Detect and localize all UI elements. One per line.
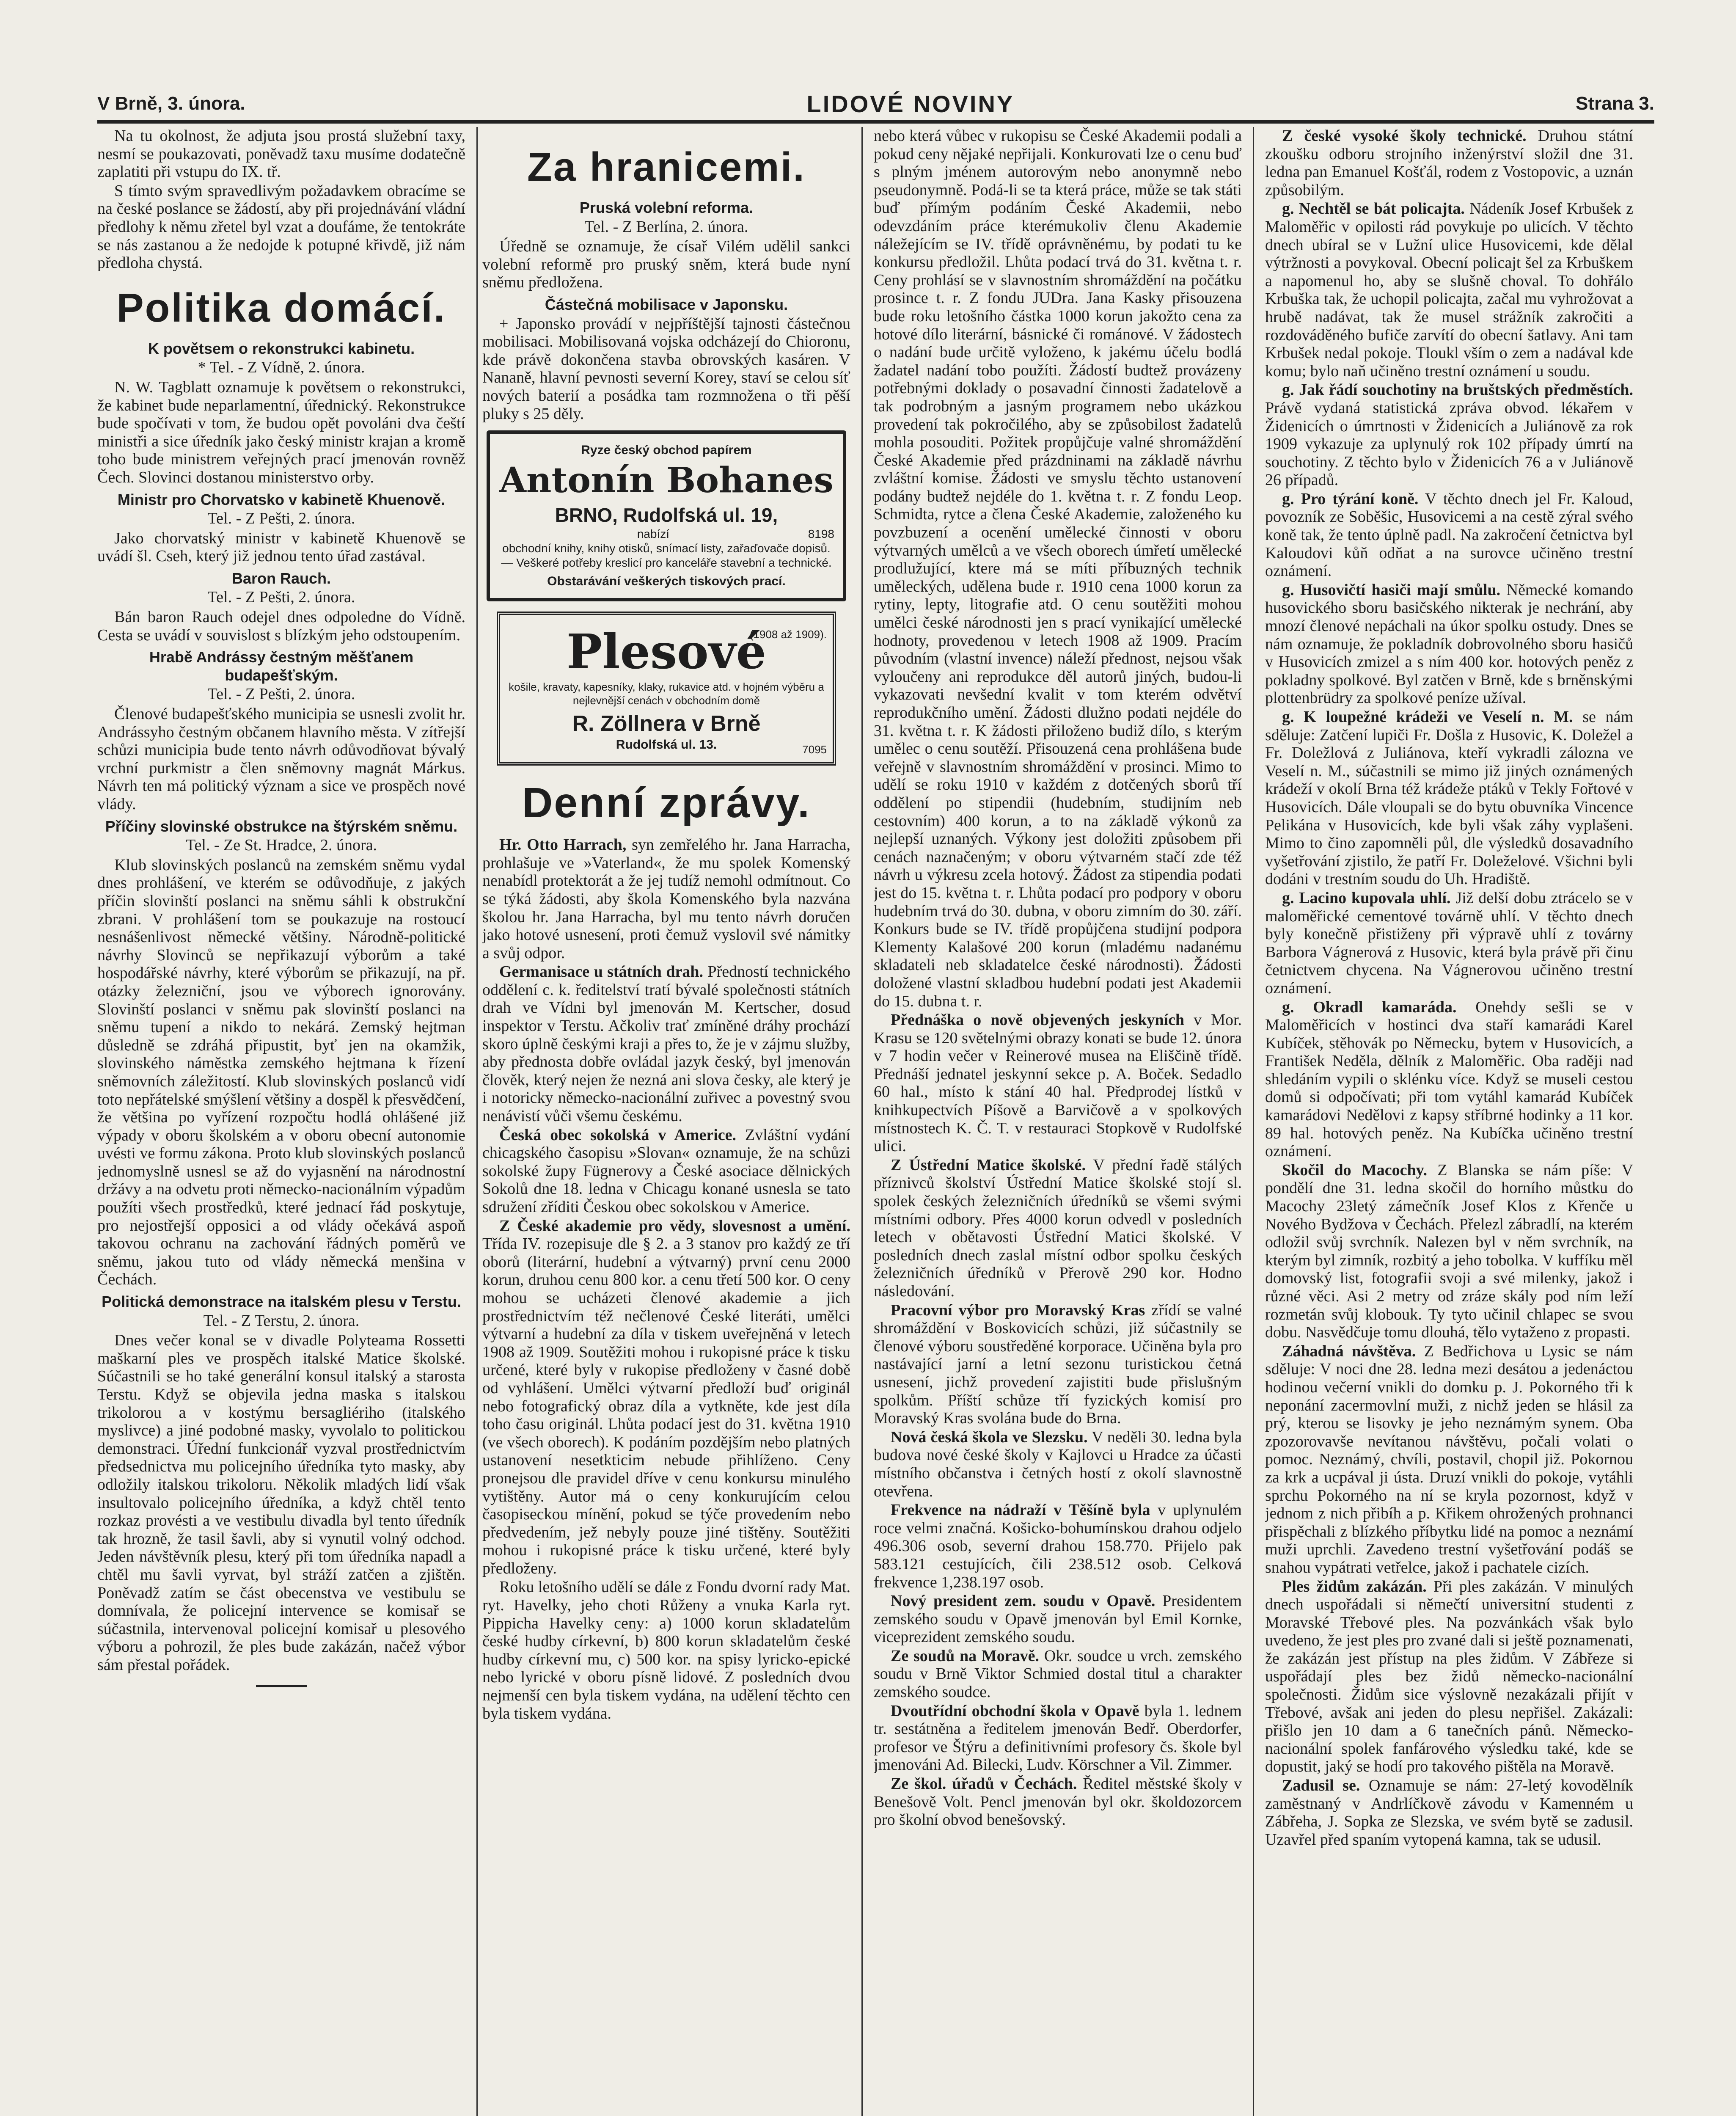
article-paragraph: [1265, 581, 1633, 707]
column-4: [1265, 127, 1633, 2116]
article-text: Zvláštní vydání chicagského časopisu »Slovan« oznamuje, že na schůzi sokolské župy Fügnerovy a České asociace dělnických Sokolů dne 18. ledna v Chicagu konané usnesla se tato sdružení zříditi Českou obec sokolskou v Americe.: [482, 1126, 850, 1216]
article-headline: Částečná mobilisace v Japonsku.: [545, 295, 788, 313]
article-text: byla 1. lednem tr. sestátněna a ředitelem jmenován Bedř. Oberdorfer, profesor ve Štýru a definitivními profesory čs. škole byl jmenováni Ad. Bilecki, Ludv. Körschner a Vil. Zimmer.: [874, 1702, 1242, 1774]
article-text: Oznamuje se nám: 27-letý kovodělník zaměstnaný v Andrlíčkově závodu v Kamenném u Zábřeha, J. Sopka ze Slezska, ve svém bytě se zadusil. Uzavřel před spaním vytopená kamna, tak se udusil.: [1265, 1777, 1633, 1849]
article-paragraph: [1265, 1578, 1633, 1776]
ad-company-name: Antonín Bohanes: [499, 460, 834, 501]
article-paragraph: S tímto svým spravedlivým požadavkem obracíme se na české poslance se žádostí, aby při projednávání vládní předlohy k němu zřetel byl vzat a doufáme, že tentokráte se nás zastanou a že nedojde k potupné křivdě, již nám předloha chystá.: [97, 182, 465, 272]
place-date: V Brně, 3. února.: [97, 93, 245, 114]
dateline: Tel. - Z Terstu, 2. února.: [203, 1311, 360, 1330]
article-lead: Zadusil se.: [1282, 1777, 1360, 1795]
paper-name: LIDOVÉ NOVINY: [806, 90, 1015, 117]
article-text: V neděli 30. ledna byla budova nové české školy v Kajlovci u Hradce za účasti místního občanstva i četných hostí z okolí slavnostně otevřena.: [874, 1428, 1242, 1500]
ad-company-name: R. Zöllnera v Brně: [572, 711, 761, 736]
article-lead: Nová česká škola ve Slezsku.: [891, 1428, 1088, 1446]
ad-tagline: Ryze český obchod papírem: [581, 443, 752, 457]
article-paragraph: [874, 1011, 1242, 1155]
article-paragraph: [874, 1301, 1242, 1427]
article-paragraph: Roku letošního udělí se dále z Fondu dvorní rady Mat. ryt. Havelky, jeho choti Růženy a vnuka Karla ryt. Pippicha Havelky ceny: a) 1000 korun skladatelům české hudby církevní, b) 800 korun skladatelům české hudby církevní mu, c) 500 kor. na spisy lyricko-epické nebo lyrické v oboru písně lidové. Z posledních dvou nejmenší cen byla tiskem vydána, na udělení těchto cen byla tiskem vydána.: [482, 1578, 850, 1722]
article-lead: Ples židům zakázán.: [1282, 1577, 1427, 1595]
article-text: v uplynulém roce velmi značná. Košicko-bohumínskou drahou odjelo 496.306 osob, severní drahou 158.770. Přijelo pak 583.121 cestujících, čili 238.512 osob. Celková frekvence 1,238.197 osob.: [874, 1501, 1242, 1591]
article-paragraph: [1265, 200, 1633, 380]
section-title: Denní zprávy.: [522, 779, 811, 827]
article-lead: Z České akademie pro vědy, slovesnost a umění.: [499, 1217, 850, 1235]
article-lead: Dvoutřídní obchodní škola v Opavě: [891, 1702, 1139, 1720]
article-text: Při ples zakázán. V minulých dnech uspořádali si němečtí universitní studenti z Moravské Třebové ples. Na pozvánkách však bylo uvedeno, že jest ples pro zvané dali si ještě poznamenati, že zakázán jest přístup na ples židům. V Zábřeze si uspořádají ples bez židů německo-nacionální společnosti. Židům sice výslovně nezakázali přijít v Třebové, avšak ani jeden do plesu nepřišel. Zakázali: přišlo jen 10 dam a 6 tanečních pánů. Německo-nacionální spolek fanfárového výsledku také, kde se dopustit, jaký se hodí pro takového pištěla na Moravě.: [1265, 1577, 1633, 1776]
article-paragraph: [874, 1775, 1242, 1829]
article-paragraph: Na tu okolnost, že adjuta jsou prostá služební taxy, nesmí se poukazovati, poněvadž taxu musíme dodatečně zaplatiti při vstupu do IX. tř.: [97, 127, 465, 181]
article-headline: Hrabě Andrássy čestným měšťanem budapešťským.: [149, 648, 414, 684]
article-paragraph: [874, 1501, 1242, 1591]
article-lead: Nový president zem. soudu v Opavě.: [891, 1592, 1155, 1610]
article-lead: g. Jak řádí souchotiny na bruštských předměstích.: [1282, 381, 1633, 399]
article-paragraph: [482, 963, 850, 1125]
column-2: [482, 127, 863, 2116]
article-lead: Ze soudů na Moravě.: [891, 1647, 1040, 1665]
article-paragraph: [1265, 490, 1633, 580]
article-paragraph: [1265, 1777, 1633, 1849]
article-lead: Germanisace u státních drah.: [499, 963, 703, 981]
article-paragraph: nebo která vůbec v rukopisu se České Akademii podali a pokud ceny nějaké nepřijali. Konkurovati lze o cenu buď s plným jménem autorovým nebo anonymně nebo pseudonymně. Podá-li se ta která práce, může se tak státi buď přímým podáním České Akademii, nebo odevzdáním práce kterémukoliv členu Akademie náležejícím se IV. třídě oprávněnému, by podati tu ke konkursu předložil. Lhůta podací trvá do 31. května t. r. Ceny prohlásí se v slavnostním shromáždění na počátku prosince t. r. Z fondu JUDra. Jana Kasky přisouzena bude roku letošního částka 1000 korun jakožto cena za hotové dílo literární, básnické či románové. V žádostech o nadání bude určitě vyloženo, k jakému účelu bodlá žadatel nadání tobo použíti. Žádostí budtež provázeny potřebnými doklady o posavadní činnosti žadatelově a tak podrobným a jasným programem nebo ukázkou provedení tak pokročilého, aby se způsobilost žadatelů mohla posouditi. Požitek propůjčuje valné shromáždění České Akademie před prázdninami na základě návrhu zvláštní komise. Žádosti ve smyslu těchto ustanovení podány budtež nejdéle do 1. května t. r. Z fondu Leop. Schmidta, rytce a člena České Akademie, založeného ku povzbuzení a ocenění umělecké činnosti v oboru výtvarných umělců a ve všech oborech úmřetí umělecké prodlužující, ktere má se míti příbuzných technik uměleckých, udělena bude r. 1910 cena 1000 korun za rytiny, lepty, litografie atd. O cenu soutěžiti mohou umělci české národnosti jen s prací vynikající umělecké hodnoty, provedenou v letech 1908 až 1909. Pracím původním (vlastní invence) náleží přednost, nejsou však vyloučeny ani reprodukce děl autorů jiných, budou-li vykazovati nevšední kvalit v tom kterém odvětví reprodukčního umění. Žádosti dlužno podati nejdéle do 31. května t. r. K žádosti přiloženo budiž dílo, s kterým umělec o cenu soutěží. Přisouzená cena prohlášena bude veřejně v slavnostním shromáždění v prosinci. Mimo to udělí se roku 1910 v každém z dotčených sborů tří oddělení po stipendii (hudebním, studijním neb cestovním) 400 korun, a to na základě výkonů za nejlepší uznaných. Výkony jest doložiti způsobem při cenách naznačeným; v oboru výtvarném stačí zde též návrh u výkresu zcela hotový. Žádost za stipendia podati jest do 15. května t. r. Lhůta podací pro podpory v oboru hudebním trvá do 30. dubna, v oboru zimním do 30. září. Konkurs bude se IV. třídě propůjčena studijní podpora Klementy Kalašové 200 korun (mladému nadanému skladateli neb skladatelce české národnosti). Žádosti doložené vlastní skladbou hudební podati jest Akademii do 15. dubna t. r.: [874, 127, 1242, 1010]
article-lead: Skočil do Macochy.: [1282, 1161, 1428, 1179]
article-text: Druhou státní zkoušku odboru strojního inženýrství složil dne 31. ledna pan Emanuel Košťál, rodem z Vostopovic, a uznán způsobilým.: [1265, 127, 1633, 199]
ad-text: košile, kravaty, kapesníky, klaky, rukavice atd. v hojném výběru a nejlevnější cenách v obchodním domě: [509, 681, 824, 707]
article-text: Třída IV. rozepisuje dle § 2. a 3 stanov pro každý ze tří oborů (literární, hudební a výtvarný) první cenu 2000 korun, druhou cenu 800 kor. a cenu třetí 500 kor. O ceny mohou se ucházeti členové akademie a jich prostřednictvím též nečlenové České literáti, umělci výtvarní a hudební za díla v tiskem uveřejněná v letech 1908 až 1909. Soutěžiti mohou i rukopisné práce k tisku určené, které byly v rukopise předloženy v časné době od vyhlášení. Umělci výtvarní předloží buď originál nebo fotografický obraz díla a vytkněte, kde jest díla toho času originál. Lhůta podací jest do 31. května 1910 (ve všech oborech). K podáním pozdějším nebo platných ustanovení nesetkticim nebude přihlíženo. Ceny pronejsou dle pravidel dříve v cenu konkursu minulého vytištěny. Autor má o ceny konkurujícím celou časopiseckou mínění, pokud se týče provedením nebo předvedením, jež nebyly pouze jiné tištěny. Soutěžiti mohou i rukopisné práce k tisku určené, které byly předloženy.: [482, 1235, 850, 1577]
article-paragraph: [1265, 127, 1633, 199]
dateline: Tel. - Ze St. Hradce, 2. února.: [185, 836, 377, 854]
article-headline: Baron Rauch.: [231, 569, 331, 587]
dateline: * Tel. - Z Vídně, 2. února.: [198, 358, 365, 377]
end-rule: [256, 1685, 307, 1687]
ad-offer-line: [498, 527, 834, 541]
article-text: v Mor. Krasu se 120 světelnými obrazy konati se bude 12. února v 7 hodin večer v Reinerové musea na Eliščině třídě. Přednáší jednatel jeskynní sekce p. A. Boček. Sedadlo 60 hal., místo k stání 40 hal. Předprodej lístků v knihkupectvích Píšově a Barvičově a v spolkových místnostech K. Č. T. v restauraci Stopkově v Rudolfské ulici.: [874, 1011, 1242, 1155]
dateline: Tel. - Z Pešti, 2. února.: [207, 588, 355, 606]
advertisement-bohanes: [487, 430, 846, 601]
article-paragraph: [874, 1428, 1242, 1500]
article-text: Již delší dobu ztrácelo se v maloměřické cementové továrně uhlí. V těchto dnech byly konečně přistiženy při výpravě uhlí z továrny Barbora Vágnerová z Husovic, která byla právě při činu četnictvem chycena. Na Vágnerovou učiněno trestní oznámení.: [1265, 889, 1633, 997]
article-text: Presidentem zemského soudu v Opavě jmenován byl Emil Kornke, viceprezident zemského soudu.: [874, 1592, 1242, 1646]
dateline: Tel. - Z Pešti, 2. února.: [207, 510, 355, 528]
article-paragraph: N. W. Tagblatt oznamuje k povětsem o rekonstrukci, že kabinet bude neparlamentní, úřednický. Rekonstrukce bude spočívati v tom, že budou opět povoláni dva čeští ministři a sice úředník jako český ministr krajan a kromě toho bude ministrem veřejných prací jmenován rovněž Čech. Slovinci dostanou ministerstvo orby.: [97, 378, 465, 486]
article-paragraph: [1265, 1342, 1633, 1577]
article-lead: Ze škol. úřadů v Čechách.: [891, 1775, 1077, 1793]
article-paragraph: [482, 1217, 850, 1578]
article-lead: g. Lacino kupovala uhlí.: [1282, 889, 1451, 907]
dateline: Tel. - Z Pešti, 2. února.: [207, 685, 355, 703]
article-headline: Pruská volební reforma.: [579, 199, 754, 216]
article-text: V těchto dnech jel Fr. Kaloud, povozník ze Soběšic, Husovicemi a na cestě zýral svého koně tak, že tento úplně padl. Na zakročení četnictva byl Kaloudovi kůň odňat a na surovce učiněno trestní oznámení.: [1265, 490, 1633, 580]
article-text: zřídí se valné shromáždění v Boskovicích schůzi, již súčastnily se členové výboru soustředěné korporace. Učiněna byla pro nastávající jarní a letní sezonu turistickou četná usnesení, jichž provedení zajistiti bude přislušným spolkům. Příští schůze tří fyzických komisí pro Moravský Kras svolána bude do Brna.: [874, 1301, 1242, 1427]
column-1: [97, 127, 478, 2116]
article-lead: g. Nechtěl se bát policajta.: [1282, 200, 1465, 218]
article-lead: g. Pro týrání koně.: [1282, 490, 1419, 508]
article-paragraph: Klub slovinských poslanců na zemském sněmu vydal dnes prohlášení, ve kterém se odůvodňuje, z jakých příčin slovinští poslanci na sněmu sáhli k obstrukční zbrani. V prohlášení tom se poukazuje na rostoucí nesnášenlivost německé většiny. Národně-politické návrhy Slovinců se nepřikazují výborům a také hospodářské návrhy, které výborům se přikazují, na př. otázky železniční, jsou ve výborech ignorovány. Slovinští poslanci v sněmu pak slovinští poslanci na sněmu tupení a nikdo to nekárá. Zemský hejtman důsledně se zdráhá připustit, byť jen na okamžik, slovinského náměstka zemského hejtmana k řízení sněmovních záležitostí. Klub slovinských poslanců vidí toto nepřátelské smýšlení většiny a dospěl k přesvědčení, že většina po vyřízení rozpočtu hodlá ohlášené již výpady v oboru školském a v oboru obecní autonomie uvésti ve formu zákona. Proto klub slovinských poslanců jednomyslně usnesl se až do vyjasnění na národnostní držávy a na odvetu proti německo-nacionálním výpadům použíti všech prostředků, které jednací řád poskytuje, pro nejostřejší opposici a od vlády očekává aspoň takovou ochranu na zachování řádných poměrů ve sněmu, jakou tuto od vlády německá menšina v Čechách.: [97, 856, 465, 1289]
article-text: Předností technického oddělení c. k. ředitelství tratí bývalé společnosti státních drah ve Vídni byl jmenován M. Kertscher, dosud inspektor v Terstu. Ačkoliv trať zmíněné dráhy prochází skoro úplně českými kraji a přes to, že je v zájmu služby, aby přednosta dobře ovládal jazyk český, byl jmenován člověk, který nejen že nezná ani slova česky, ale který je i notoricky německo-nacionální zuřivec a povestný svou nenávistí vůči všemu českému.: [482, 963, 851, 1125]
article-lead: Záhadná návštěva.: [1282, 1342, 1416, 1360]
article-lead: Z české vysoké školy technické.: [1282, 127, 1527, 145]
ad-code: 8198: [808, 527, 834, 541]
ad-address: Rudolfská ul. 13.: [616, 738, 717, 752]
ad-title: Plesové: [566, 624, 767, 680]
dateline: Tel. - Z Berlína, 2. února.: [584, 218, 748, 236]
ad-text: obchodní knihy, knihy otisků, snímací listy, zařaďovače dopisů. — Veškeré potřeby kreslicí pro kanceláře stavební a technické.: [501, 542, 832, 570]
article-text: Nádeník Josef Krbušek z Maloměřic v opilosti rád povykuje po ulicích. V těchto dnech ubíral se v Lužní ulice Husovicemi, kde dělal výtržnosti a povykoval. Obecní policajt šel za Krbuškem a napomenul ho, aby se slušně choval. To dohřálo Krbuška tak, že uchopil policajta, začal mu vyhrožovat a hrubě nadávat, tak že musel strážník zakročiti a rozdováděného bufiče zarvítí do obecní šatlavy. Ani tam Krbušek nedal pokoje. Tloukl vším o zem a nadával kde komu; bylo naň učiněno trestní oznámení u soudu.: [1265, 200, 1633, 380]
article-paragraph: [482, 836, 850, 962]
article-lead: g. Husovičtí hasiči mají smůlu.: [1282, 581, 1501, 599]
masthead: [97, 87, 1654, 124]
article-paragraph: [1265, 998, 1633, 1160]
article-headline: Příčiny slovinské obstrukce na štýrském sněmu.: [105, 817, 458, 835]
article-lead: g. Okradl kamaráda.: [1282, 998, 1457, 1016]
article-text: Okr. soudce u vrch. zemského soudu v Brně Viktor Schmied dostal titul a charakter zemského soudce.: [874, 1647, 1242, 1701]
article-paragraph: + Japonsko provádí v nejpříštější tajnosti částečnou mobilisaci. Mobilisovaná vojska odcházejí do Chioronu, kde právě dokončena stavba obrovských kasáren. V Nananě, hlavní pevnosti severní Korey, staví se celou síť nových baterií a posádka tam rozmnožena o tři pěší pluky s 25 děly.: [482, 314, 850, 423]
article-lead: Česká obec sokolská v Americe.: [499, 1126, 737, 1144]
article-paragraph: [874, 1592, 1242, 1646]
article-paragraph: Jako chorvatský ministr v kabinetě Khuenově se uvádí šl. Cseh, který již jednou tento úřad zastával.: [97, 529, 465, 565]
advertisement-zollner: [497, 612, 836, 766]
article-lead: Hr. Otto Harrach,: [499, 836, 627, 854]
article-text: Z Blanska se nám píše: V pondělí dne 31. ledna skočil do horního můstku do Macochy 23letý zámečník Josef Klos z Křenče u Nového Bydžova v Čechách. Přelezl zábradlí, na kterém odložil svůj svrchník. Nalezen byl v něm svrchník, na kterým byl zimník, rozbitý a jeho tobolka. V kuffíku měl domovský list, fotografii svoji a své milenky, jakož i různé věci. Asi 2 metry od zráze skály pod ním leží rozmetán svůj klobouk. Ty tyto učinil chlapec se svou dobu. Nasvědčuje tomu dlouhá, tělo vytaženo z propasti.: [1265, 1161, 1633, 1342]
article-lead: Pracovní výbor pro Moravský Kras: [891, 1301, 1145, 1319]
article-text: Ředitel městské školy v Benešově Volt. Pencl jmenován byl okr. školdozorcem pro školní obvod benešovský.: [874, 1775, 1242, 1829]
article-lead: Z Ústřední Matice školské.: [891, 1156, 1086, 1174]
article-text: Německé komando husovického sboru basičského nikterak je nechrání, aby mnozí členové nepáchali na úkor spolku ostudy. Dnes se nám oznamuje, že pokladník dobrovolného sboru hasičů v Husovicích zmizel a s ním 400 kor. hotových peněz z pokladny spolkové. Byl zatčen v Brně, kde s brněnskými plottenbrüdry za spolkové peníze užíval.: [1265, 581, 1633, 707]
article-paragraph: [874, 1156, 1242, 1300]
ad-bottom-line: Obstarávání veškerých tiskových prací.: [547, 574, 786, 589]
article-paragraph: [874, 1647, 1242, 1701]
article-lead: Frekvence na nádraží v Těšíně byla: [891, 1501, 1150, 1519]
article-paragraph: Členové budapešťského municipia se usnesli zvolit hr. Andrássyho čestným občanem hlavního města. V zítřejší schůzi municipia bude tento návrh odůvodňovat bývalý vrchní purkmistr a člen sněmovny magnát Márkus. Návrh ten má politický význam a sice ve prospěch nové vlády.: [97, 705, 465, 813]
article-headline: Ministr pro Chorvatsko v kabinetě Khuenově.: [117, 490, 446, 508]
ad-address: BRNO, Rudolfská ul. 19,: [555, 504, 778, 526]
article-paragraph: Úředně se oznamuje, že císař Vilém udělil sankci volební reformě pro pruský sněm, která bude nyní sněmu předložena.: [482, 237, 850, 292]
article-lead: g. K loupežné krádeži ve Veselí n. M.: [1282, 708, 1573, 726]
article-paragraph: [1265, 889, 1633, 997]
article-text: V přední řadě stálých příznivců školství Ústřední Matice školské stojí sl. spolek českých železničních úředníků se všemi svými místními odbory. Přes 4000 korun odvedl v posledních letech v obětavosti Ústřední Matici školské. V posledních dnech zaslal místní odbor spolku českých železničních úředníků v Přerově 290 kor. Hodno následování.: [874, 1156, 1242, 1300]
ad-offer-word: nabízí: [637, 527, 669, 541]
article-paragraph: [1265, 381, 1633, 489]
article-lead: Přednáška o nově objevených jeskyních: [891, 1011, 1185, 1029]
article-paragraph: [482, 1126, 850, 1216]
section-title: Politika domácí.: [116, 285, 446, 331]
article-paragraph: Bán baron Rauch odejel dnes odpoledne do Vídně. Cesta se uvádí v souvislost s blízkým jeho odstoupením.: [97, 608, 465, 644]
article-headline: K povětsem o rekonstrukci kabinetu.: [148, 339, 415, 357]
article-paragraph: Dnes večer konal se v divadle Polyteama Rossetti maškarní ples ve prospěch italské Matice školské. Súčastnili se ho také generální konsul italský a starosta Terstu. Když se objevila jedna maska s italskou trikolorou a v kostýmu bersagliériho (italského myslivce) a jiné podobné masky, vyvolalo to politickou demonstraci. Úřední funkcionář vyzval prostřednictvím předsednictva mu policejního úředníka tyto masky, aby odložily italskou trikoloru. Několik mladých lidí však insultovalo policejního úředníka, a když chtěl tento rozkaz provésti a ve vestibulu divadla byl tento úředník tak hrozně, že tasil šavli, aby si vynutil volný odchod. Jeden návštěvník plesu, který při tom úředníka napadl a chtěl mu šavli vyrvat, byl stráží zatčen a zjištěn. Poněvadž zatím se část obecenstva ve vestibulu se domnívala, že policejní intervence se komisař se súčastnila, intervenoval policejní komisař u plesového výboru a pohrozil, že ples bude zakázán, načež výbor sám přestal pořádek.: [97, 1331, 465, 1674]
article-text: Právě vydaná statistická zpráva obvod. lékařem v Židenicích o úmrtnosti v Židenicích a Juliánově za rok 1909 vykazuje za uplynulý rok 102 případy úmrtí na souchotiny. Z těchto bylo v Židenicích 76 a v Juliánově 26 případů.: [1265, 399, 1633, 489]
article-paragraph: [874, 1702, 1242, 1774]
article-headline: Politická demonstrace na italském plesu v Terstu.: [102, 1293, 461, 1311]
column-3: [874, 127, 1254, 2116]
ad-code: 7095: [802, 743, 827, 756]
article-paragraph: [1265, 708, 1633, 888]
section-title: Za hranicemi.: [527, 144, 806, 190]
article-paragraph: [1265, 1161, 1633, 1342]
article-text: Onehdy sešli se v Maloměřicích v hostinci dva staří kamarádi Karel Kubíček, stěhovák po Německu, bytem v Husovicích, a František Neděla, dělník z Maloměřic. Oba raději nad shledáním vypili o sklénku více. Když se museli cestou domů si odpočívati; při tom vytáhl kamarád Kubíček kamarádovi Nedělovi z kapsy stříbrné hodinky a 11 kor. 89 hal. hotových peněz. Na Kubíčka učiněno trestní oznámení.: [1265, 998, 1633, 1160]
page-number: Strana 3.: [1576, 93, 1654, 114]
article-text: Z Bedřichova u Lysic se nám sděluje: V noci dne 28. ledna mezi desátou a jedenáctou hodinou večerní vnikli do domku p. J. Pokorného tři k neponání zacermovlní muži, z nichž jeden se hlásil za prý, kterou se lisovky je jeho neznámým synem. Oba zpozorovavše nevítanou návštěvu, počali volati o pomoc. Neznámý, chvíli, postavil, chopil již. Pokornou za krk a ucpával ji ústa. Druzí vnikli do pokoje, vytáhli sprchu Pokorného na ní se kryla pozornost, když v jednom z nich přibíh a p. Křikem ohrožených prohnanci přispěchali z blízkého příbytku lidé na pomoc a neznámí muži uprchli. Zavedeno trestní vyšetřování podáš se snahou vypátrati vetřelce, jakož i pachatele cizích.: [1265, 1342, 1633, 1576]
ad-year: (1908 až 1909).: [749, 628, 827, 641]
article-text: se nám sděluje: Zatčení lupiči Fr. Došla z Husovic, K. Doležel a Fr. Doležlová z Juliánova, kteří vykradli zálozna ve Veselí n. M., súčastnili se mimo již jiných oznámených krádeží v okolí Brna též krádeže ptáků v Tekly Fořtové v Husovicích. Dále vloupali se do bytu obuvníka Vincence Pelikána v Husovicích, kde byli však záhy vyplašeni. Mimo to čino zapomněli půl, dle výsledků dosavadního vyšetřování zjistilo, že patří Fr. Doleželové. Všichni byli dodáni v trestním soudu do Uh. Hradiště.: [1265, 708, 1633, 888]
article-text: syn zemřelého hr. Jana Harracha, prohlašuje ve »Vaterland«, že mu spolek Komenský nenabídl protektorát a že jej tudíž nemohl odmítnout. Co se týká žádosti, aby škola Komenského byla nazvána školou hr. Jana Harracha, byl mu tento návrh doručen jako hotové usnesení, proti čemuž vyslovil své námitky a svůj odpor.: [482, 836, 850, 962]
